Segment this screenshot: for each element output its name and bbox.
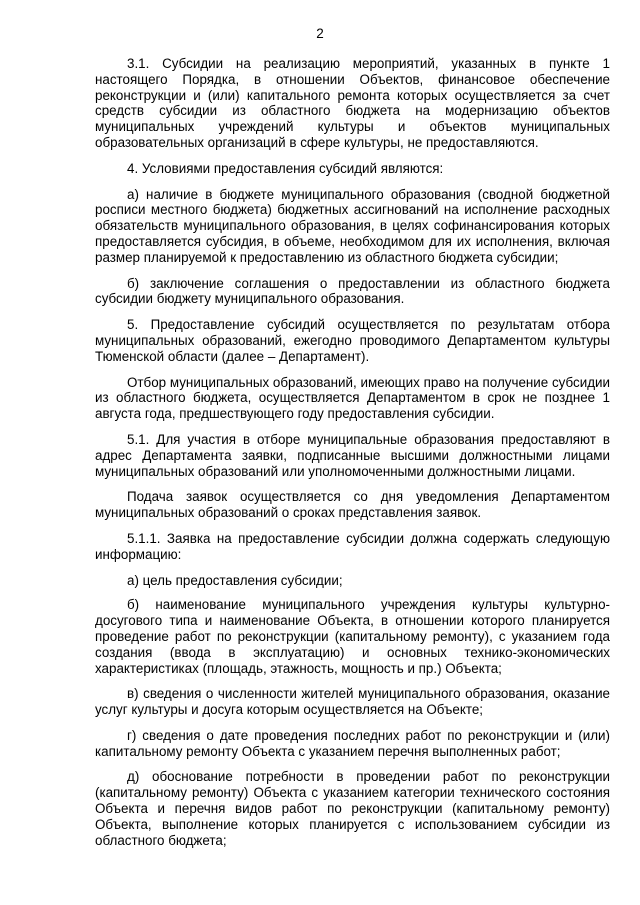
paragraph-5-1-1-b: б) наименование муниципального учреждения культуры культурно-досугового типа и наименование Объекта, в отношении которого планируется проведение работ по реконструкции (капитальному ремонту), с указанием года создания (ввода в эксплуатацию) и основных технико-экономических характеристиках (площадь, этажность, мощность и пр.) Объекта; [95, 597, 610, 676]
paragraph-5-1-submission: Подача заявок осуществляется со дня уведомления Департаментом муниципальных образований о сроках представления заявок. [95, 489, 610, 521]
paragraph-3-1: 3.1. Субсидии на реализацию мероприятий, указанных в пункте 1 настоящего Порядка, в отношении Объектов, финансовое обеспечение реконструкции и (или) капитального ремонта которых осуществляется за счет средств субсидии из областного бюджета на модернизацию объектов муниципальных учреждений культуры и объектов муниципальных образовательных организаций в сфере культуры, не предоставляются. [95, 56, 610, 150]
document-body [95, 56, 610, 858]
paragraph-5-1-1-a: а) цель предоставления субсидии; [127, 572, 343, 588]
paragraph-4-a: а) наличие в бюджете муниципального образования (сводной бюджетной росписи местного бюджета) бюджетных ассигнований на исполнение расходных обязательств муниципального образования, в целях софинансирования которых предоставляется субсидия, в объеме, необходимом для их исполнения, включая размер планируемой к предоставлению из областного бюджета субсидии; [95, 186, 610, 265]
paragraph-5: 5. Предоставление субсидий осуществляется по результатам отбора муниципальных образований, ежегодно проводимого Департаментом культуры Тюменской области (далее – Департамент). [95, 317, 610, 364]
paragraph-5-1-1: 5.1.1. Заявка на предоставление субсидии должна содержать следующую информацию: [95, 530, 610, 562]
paragraph-4-b: б) заключение соглашения о предоставлении из областного бюджета субсидии бюджету муниципального образования. [95, 275, 610, 307]
paragraph-5-selection: Отбор муниципальных образований, имеющих право на получение субсидии из областного бюджета, осуществляется Департаментом в срок не позднее 1 августа года, предшествующего году предоставления субсидии. [95, 374, 610, 422]
page-number: 2 [316, 26, 324, 41]
paragraph-5-1-1-d: д) обоснование потребности в проведении работ по реконструкции (капитальному ремонту) Объекта с указанием категории технического состояния Объекта и перечня видов работ по реконструкции (капитальному ремонту) Объекта, выполнение которых планируется с использованием субсидии из областного бюджета; [95, 769, 610, 848]
paragraph-5-1: 5.1. Для участия в отборе муниципальные образования предоставляют в адрес Департамента заявки, подписанные высшими должностными лицами муниципальных образований или уполномоченными должностными лицами. [95, 431, 610, 479]
paragraph-4: 4. Условиями предоставления субсидий являются: [127, 160, 444, 176]
paragraph-5-1-1-v: в) сведения о численности жителей муниципального образования, оказание услуг культуры и досуга которым осуществляется на Объекте; [95, 686, 610, 718]
paragraph-5-1-1-g: г) сведения о дате проведения последних работ по реконструкции и (или) капитальному ремонту Объекта с указанием перечня выполненных работ; [95, 727, 610, 759]
